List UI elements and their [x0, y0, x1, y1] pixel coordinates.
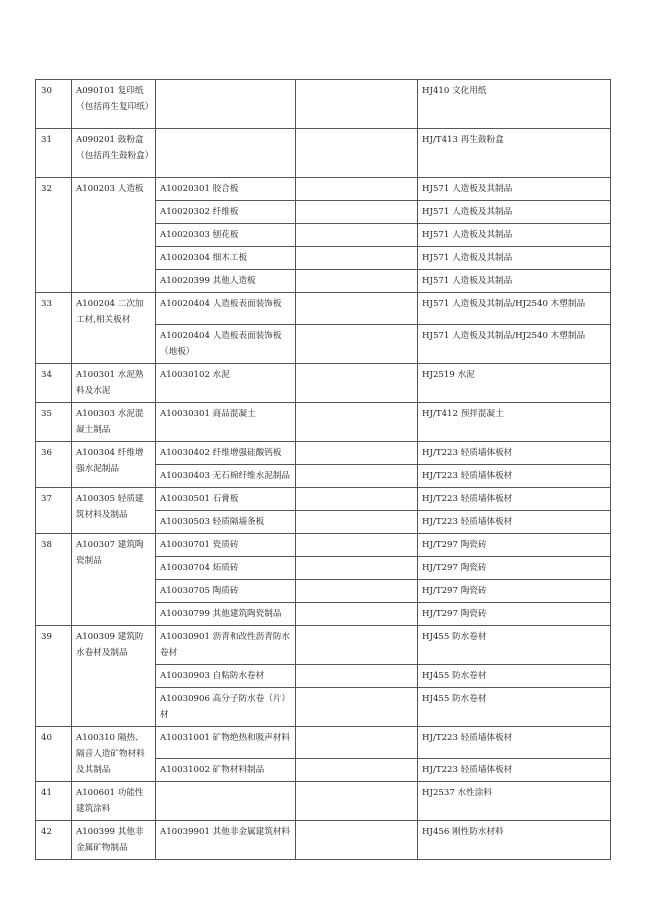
- item-code-cell: A10030701 瓷质砖: [156, 534, 296, 557]
- table-row: [36, 403, 611, 442]
- item-code-cell: A10020301 胶合板: [156, 178, 296, 201]
- blank-cell: [296, 224, 418, 247]
- table-row: [36, 782, 611, 821]
- standard-cell: HJ/T223 轻质墙体板材: [418, 488, 611, 511]
- table-row: [36, 626, 611, 665]
- item-code-cell: A10030102 水泥: [156, 364, 296, 403]
- item-code-cell: A10030301 商品混凝土: [156, 403, 296, 442]
- row-number: 30: [36, 80, 72, 129]
- category-cell: A100309 建筑防水卷材及制品: [72, 626, 156, 727]
- blank-cell: [296, 727, 418, 759]
- table-row: [36, 821, 611, 860]
- category-cell: A090101 复印纸（包括再生复印纸）: [72, 80, 156, 129]
- blank-cell: [296, 80, 418, 129]
- blank-cell: [296, 442, 418, 465]
- standard-cell: HJ571 人造板及其制品: [418, 247, 611, 270]
- blank-cell: [296, 759, 418, 782]
- category-cell: A100204 二次加工材,相关板材: [72, 293, 156, 364]
- blank-cell: [296, 534, 418, 557]
- standard-cell: HJ/T223 轻质墙体板材: [418, 442, 611, 465]
- blank-cell: [296, 129, 418, 178]
- blank-cell: [296, 603, 418, 626]
- item-code-cell: A10020303 刨花板: [156, 224, 296, 247]
- row-number: 41: [36, 782, 72, 821]
- row-number: 34: [36, 364, 72, 403]
- item-code-cell: A10020404 人造板表面装饰板: [156, 293, 296, 325]
- item-code-cell: A10039901 其他非金属建筑材料: [156, 821, 296, 860]
- standards-table: [35, 79, 611, 860]
- standard-cell: HJ571 人造板及其制品: [418, 224, 611, 247]
- category-cell: A100399 其他非金属矿物制品: [72, 821, 156, 860]
- item-code-cell: A10031001 矿物绝热和吸声材料: [156, 727, 296, 759]
- item-code-cell: A10030903 自粘防水卷材: [156, 665, 296, 688]
- category-cell: A100601 功能性建筑涂料: [72, 782, 156, 821]
- blank-cell: [296, 557, 418, 580]
- table-body: [36, 80, 611, 860]
- item-code-cell: A10030799 其他建筑陶瓷制品: [156, 603, 296, 626]
- blank-cell: [296, 465, 418, 488]
- item-code-cell: [156, 782, 296, 821]
- category-cell: A100307 建筑陶瓷制品: [72, 534, 156, 626]
- standard-cell: HJ2519 水泥: [418, 364, 611, 403]
- item-code-cell: A10030906 高分子防水卷（片）材: [156, 688, 296, 727]
- standard-cell: HJ410 文化用纸: [418, 80, 611, 129]
- standard-cell: HJ/T297 陶瓷砖: [418, 580, 611, 603]
- item-code-cell: A10031002 矿物材料制品: [156, 759, 296, 782]
- blank-cell: [296, 782, 418, 821]
- item-code-cell: [156, 80, 296, 129]
- blank-cell: [296, 201, 418, 224]
- row-number: 32: [36, 178, 72, 293]
- blank-cell: [296, 688, 418, 727]
- standard-cell: HJ571 人造板及其制品: [418, 270, 611, 293]
- row-number: 40: [36, 727, 72, 782]
- standard-cell: HJ571 人造板及其制品: [418, 178, 611, 201]
- row-number: 36: [36, 442, 72, 488]
- row-number: 37: [36, 488, 72, 534]
- blank-cell: [296, 821, 418, 860]
- item-code-cell: A10030705 陶质砖: [156, 580, 296, 603]
- item-code-cell: A10020304 细木工板: [156, 247, 296, 270]
- item-code-cell: A10030901 沥青和改性沥青防水卷材: [156, 626, 296, 665]
- standard-cell: HJ/T413 再生鼓粉盒: [418, 129, 611, 178]
- standard-cell: HJ455 防水卷材: [418, 688, 611, 727]
- blank-cell: [296, 665, 418, 688]
- table-row: [36, 129, 611, 178]
- row-number: 33: [36, 293, 72, 364]
- standard-cell: HJ/T297 陶瓷砖: [418, 534, 611, 557]
- row-number: 35: [36, 403, 72, 442]
- blank-cell: [296, 364, 418, 403]
- table-row: [36, 178, 611, 201]
- standard-cell: HJ455 防水卷材: [418, 665, 611, 688]
- item-code-cell: A10030403 无石棉纤维水泥制品: [156, 465, 296, 488]
- table-row: [36, 442, 611, 465]
- standard-cell: HJ/T223 轻质墙体板材: [418, 465, 611, 488]
- table-row: [36, 293, 611, 325]
- item-code-cell: [156, 129, 296, 178]
- standard-cell: HJ456 刚性防水材料: [418, 821, 611, 860]
- category-cell: A100305 轻质建筑材料及制品: [72, 488, 156, 534]
- blank-cell: [296, 325, 418, 364]
- standard-cell: HJ571 人造板及其制品/HJ2540 木塑制品: [418, 325, 611, 364]
- standard-cell: HJ/T223 轻质墙体板材: [418, 727, 611, 759]
- blank-cell: [296, 403, 418, 442]
- row-number: 42: [36, 821, 72, 860]
- standard-cell: HJ/T297 陶瓷砖: [418, 557, 611, 580]
- category-cell: A100301 水泥熟料及水泥: [72, 364, 156, 403]
- standard-cell: HJ/T223 轻质墙体板材: [418, 759, 611, 782]
- row-number: 39: [36, 626, 72, 727]
- category-cell: A100304 纤维增强水泥制品: [72, 442, 156, 488]
- category-cell: A100303 水泥混凝土制品: [72, 403, 156, 442]
- blank-cell: [296, 270, 418, 293]
- table-row: [36, 727, 611, 759]
- standard-cell: HJ455 防水卷材: [418, 626, 611, 665]
- blank-cell: [296, 178, 418, 201]
- table-row: [36, 80, 611, 129]
- blank-cell: [296, 488, 418, 511]
- standard-cell: HJ571 人造板及其制品: [418, 201, 611, 224]
- standard-cell: HJ/T412 预拌混凝土: [418, 403, 611, 442]
- blank-cell: [296, 247, 418, 270]
- standard-cell: HJ/T223 轻质墙体板材: [418, 511, 611, 534]
- item-code-cell: A10020404 人造板表面装饰板（地板）: [156, 325, 296, 364]
- standard-cell: HJ/T297 陶瓷砖: [418, 603, 611, 626]
- standard-cell: HJ2537 水性涂料: [418, 782, 611, 821]
- category-cell: A100203 人造板: [72, 178, 156, 293]
- table-row: [36, 364, 611, 403]
- table-row: [36, 534, 611, 557]
- blank-cell: [296, 511, 418, 534]
- item-code-cell: A10020399 其他人造板: [156, 270, 296, 293]
- item-code-cell: A10030501 石膏板: [156, 488, 296, 511]
- row-number: 38: [36, 534, 72, 626]
- row-number: 31: [36, 129, 72, 178]
- category-cell: A090201 鼓粉盒（包括再生鼓粉盒）: [72, 129, 156, 178]
- item-code-cell: A10030402 纤维增强硅酸钙板: [156, 442, 296, 465]
- item-code-cell: A10030503 轻质隔墙条板: [156, 511, 296, 534]
- item-code-cell: A10020302 纤维板: [156, 201, 296, 224]
- category-cell: A100310 隔热、隔音人造矿物材料及其制品: [72, 727, 156, 782]
- table-row: [36, 488, 611, 511]
- blank-cell: [296, 626, 418, 665]
- blank-cell: [296, 580, 418, 603]
- standard-cell: HJ571 人造板及其制品/HJ2540 木塑制品: [418, 293, 611, 325]
- blank-cell: [296, 293, 418, 325]
- item-code-cell: A10030704 炻质砖: [156, 557, 296, 580]
